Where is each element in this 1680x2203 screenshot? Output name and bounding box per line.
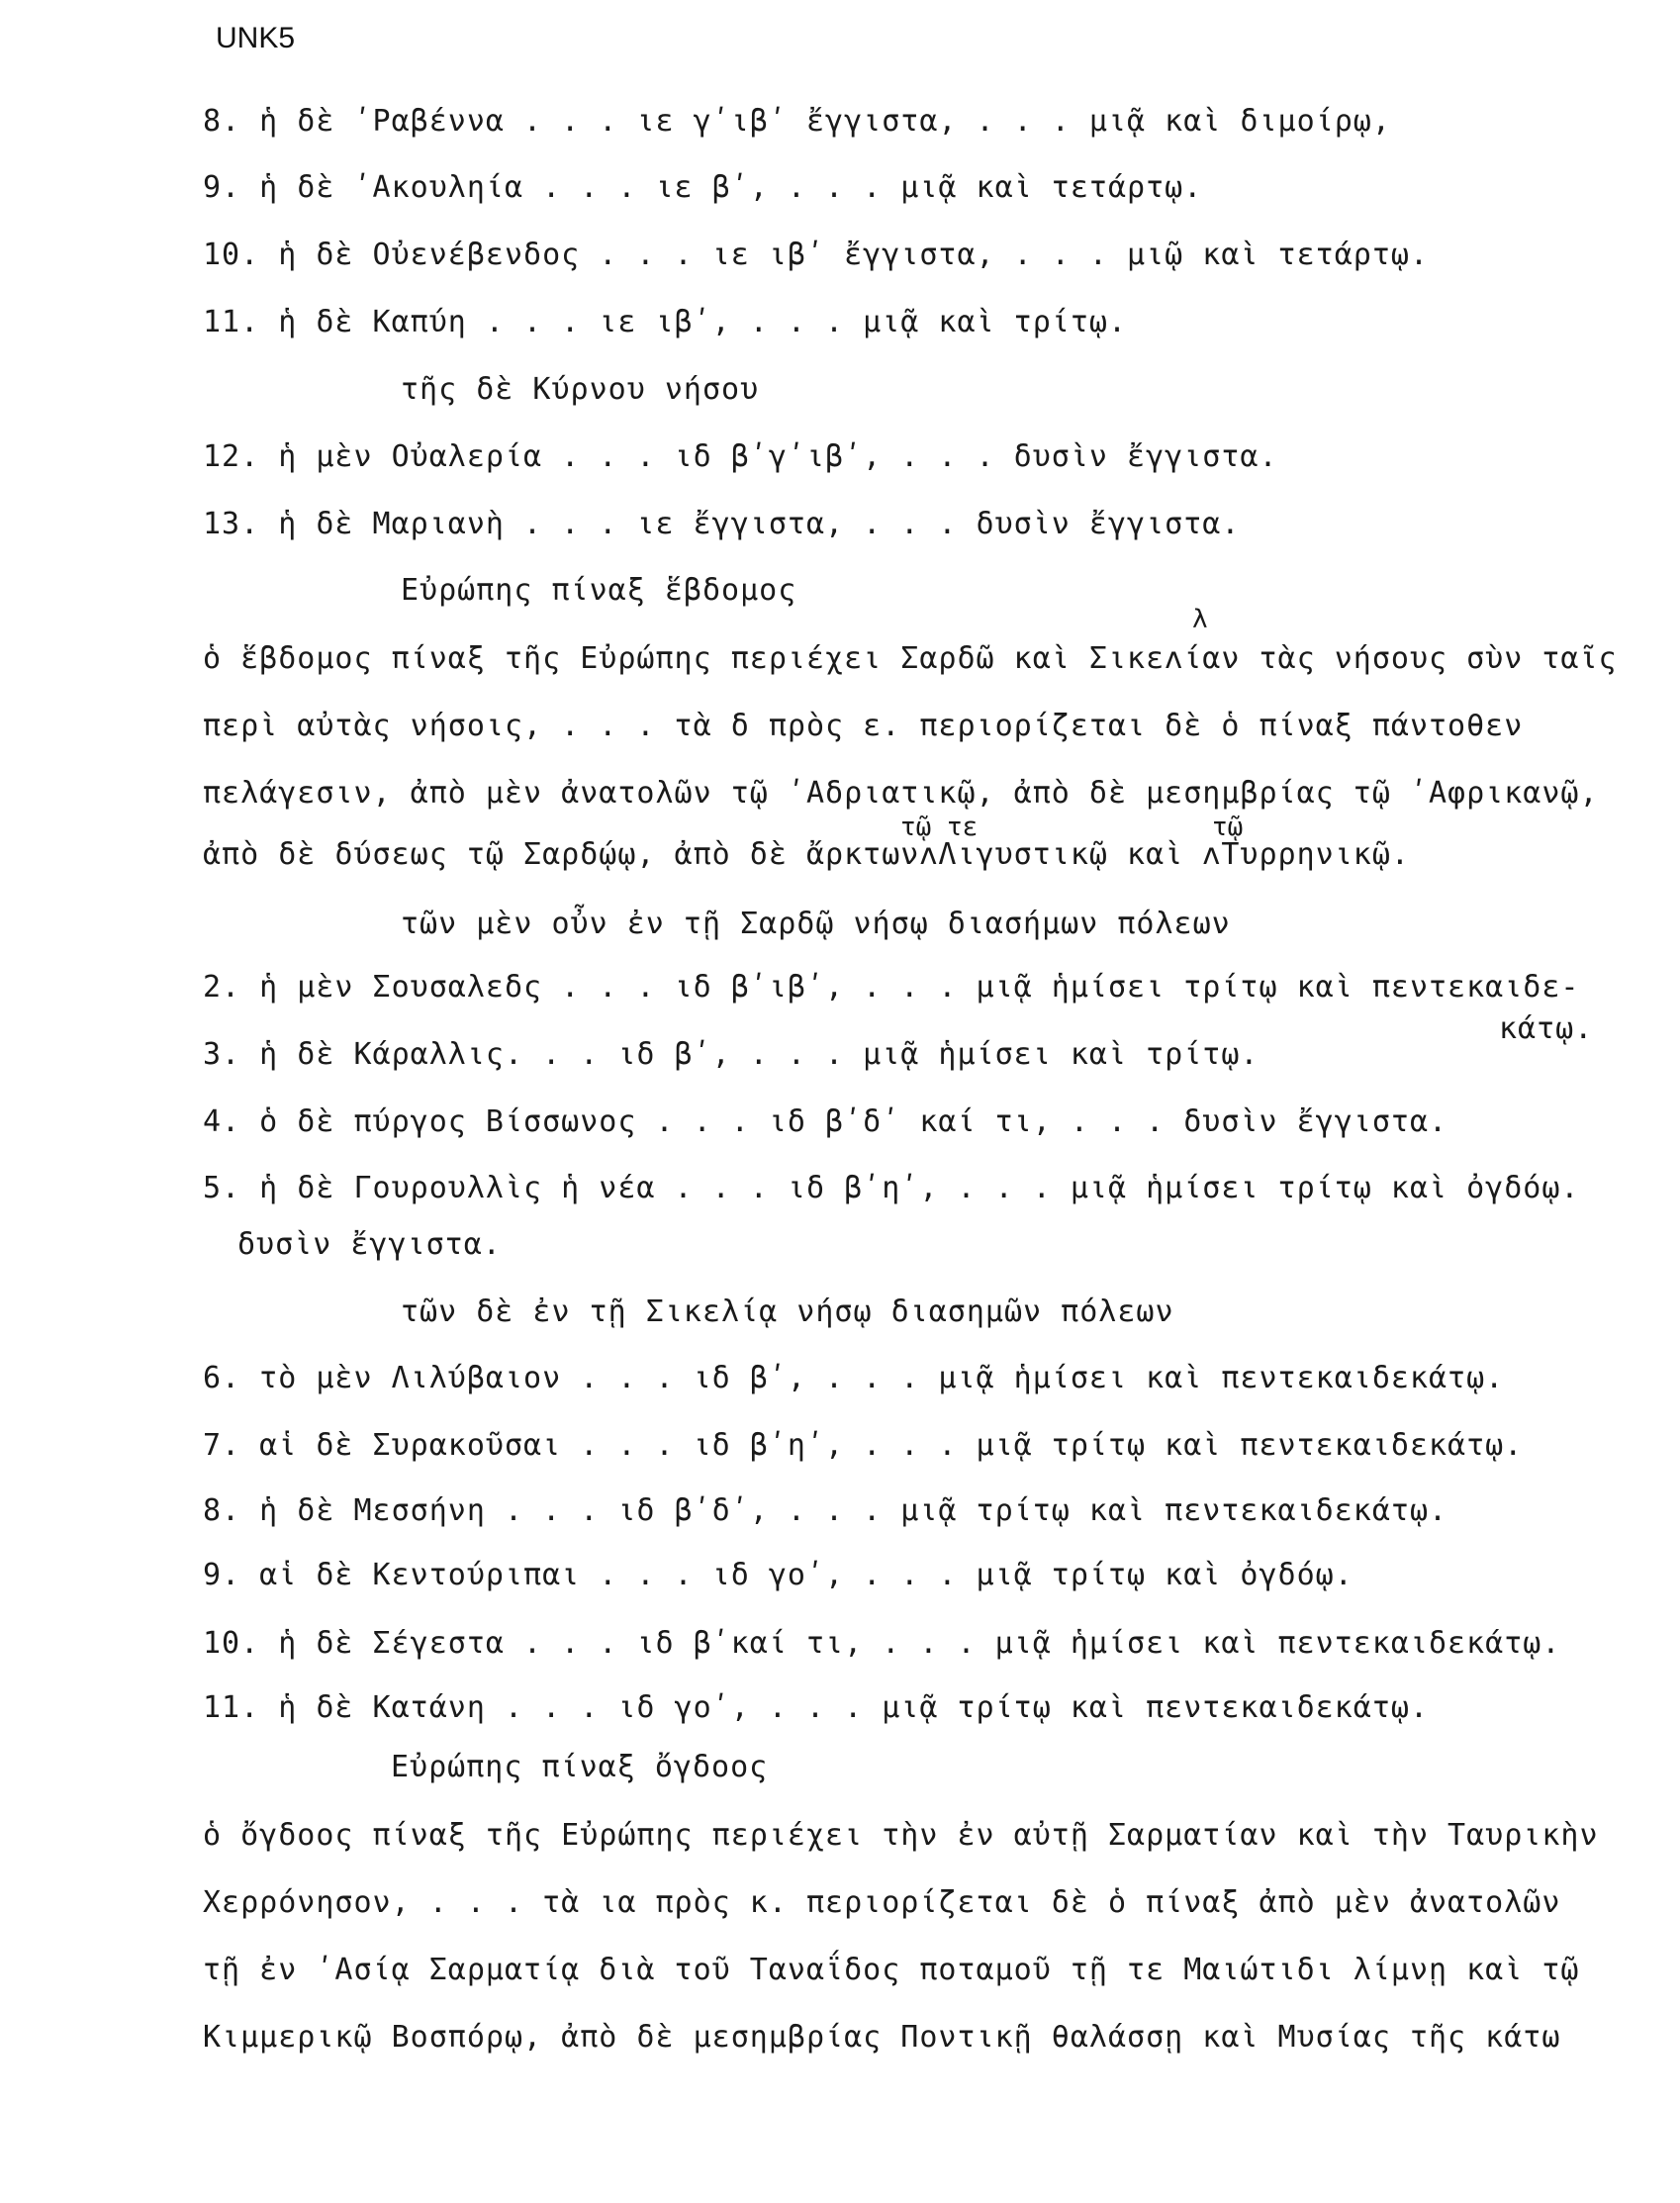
document-header-label: UNK5 <box>216 22 296 54</box>
heading-kyrnos-island: τῆς δὲ Κύρνου νήσου <box>401 372 760 407</box>
entry-sousaleds-continuation: κάτῳ. <box>1499 1011 1594 1046</box>
entry-valeria: 12. ἡ μὲν Οὐαλερία . . . ιδ βʹγʹιβʹ, . . . δυσὶν ἔγγιστα. <box>203 439 1278 474</box>
entry-beneventum: 10. ἡ δὲ Οὐενέβενδος . . . ιε ιβʹ ἔγγιστα, . . . μιῷ καὶ τετάρτῳ. <box>203 238 1429 272</box>
paragraph-table-7-line-3: πελάγεσιν, ἀπὸ μὲν ἀνατολῶν τῷ ʹΑδριατικῷ, ἀπὸ δὲ μεσημβρίας τῷ ʹΑφρικανῷ, <box>203 776 1599 811</box>
heading-sardinia-cities: τῶν μὲν οὖν ἐν τῇ Σαρδῷ νήσῳ διασήμων πόλεων <box>401 907 1231 941</box>
heading-europe-table-8: Εὐρώπης πίναξ ὄγδοος <box>391 1750 769 1784</box>
paragraph-table-7-line-1: ὁ ἕβδομος πίναξ τῆς Εὐρώπης περιέχει Σαρδῶ καὶ Σικεʌίαν τὰς νήσους σὺν ταῖς <box>203 641 1618 676</box>
entry-ravenna: 8. ἡ δὲ ʹΡαβέννα . . . ιε γʹιβʹ ἔγγιστα, . . . μιᾷ καὶ διμοίρῳ, <box>203 104 1391 139</box>
entry-gouroullis-continuation: δυσὶν ἔγγιστα. <box>237 1227 502 1262</box>
heading-sicily-cities: τῶν δὲ ἐν τῇ Σικελίᾳ νήσῳ διασημῶν πόλεων <box>401 1294 1174 1329</box>
insertion-to-te: τῷ τε <box>900 813 979 842</box>
paragraph-table-8-line-4: Κιμμερικῷ Βοσπόρῳ, ἀπὸ δὲ μεσημβρίας Ποντικῇ θαλάσσῃ καὶ Μυσίας τῆς κάτω <box>203 2020 1561 2055</box>
paragraph-table-7-line-4: ἀπὸ δὲ δύσεως τῷ Σαρδῴῳ, ἀπὸ δὲ ἄρκτωνʌΛιγυστικῷ καὶ ʌΤυρρηνικῷ. <box>203 837 1410 872</box>
paragraph-table-7-line-2: περὶ αὐτὰς νήσοις, . . . τὰ δ πρὸς ε. περιορίζεται δὲ ὁ πίναξ πάντοθεν <box>203 709 1524 743</box>
entry-kentouripai: 9. αἱ δὲ Κεντούριπαι . . . ιδ γοʹ, . . . μιᾷ τρίτῳ καὶ ὀγδόῳ. <box>203 1558 1353 1592</box>
entry-karallis: 3. ἡ δὲ Κάραλλις. . . ιδ βʹ, . . . μιᾷ ἡμίσει καὶ τρίτῳ. <box>203 1037 1260 1072</box>
paragraph-table-8-line-1: ὁ ὄγδοος πίναξ τῆς Εὐρώπης περιέχει τὴν ἐν αὐτῇ Σαρματίαν καὶ τὴν Ταυρικὴν <box>203 1818 1599 1853</box>
entry-katane: 11. ἡ δὲ Κατάνη . . . ιδ γοʹ, . . . μιᾷ τρίτῳ καὶ πεντεκαιδεκάτῳ. <box>203 1690 1429 1725</box>
entry-mariane: 13. ἡ δὲ Μαριανὴ . . . ιε ἔγγιστα, . . . δυσὶν ἔγγιστα. <box>203 507 1241 541</box>
entry-aquileia: 9. ἡ δὲ ʹΑκουληία . . . ιε βʹ, . . . μιᾷ καὶ τετάρτῳ. <box>203 170 1203 205</box>
paragraph-table-8-line-2: Χερρόνησον, . . . τὰ ια πρὸς κ. περιορίζεται δὲ ὁ πίναξ ἀπὸ μὲν ἀνατολῶν <box>203 1885 1561 1920</box>
insertion-to: τῷ <box>1212 813 1244 842</box>
entry-bissonos-tower: 4. ὁ δὲ πύργος Βίσσωνος . . . ιδ βʹδʹ καί τι, . . . δυσὶν ἔγγιστα. <box>203 1104 1448 1139</box>
insertion-lambda: λ <box>1192 605 1208 634</box>
heading-europe-table-7: Εὐρώπης πίναξ ἕβδομος <box>401 573 797 608</box>
paragraph-table-8-line-3: τῇ ἐν ʹΑσίᾳ Σαρματίᾳ διὰ τοῦ Ταναΐδος ποταμοῦ τῇ τε Μαιώτιδι λίμνῃ καὶ τῷ <box>203 1953 1580 1987</box>
entry-segesta: 10. ἡ δὲ Σέγεστα . . . ιδ βʹκαί τι, . . . μιᾷ ἡμίσει καὶ πεντεκαιδεκάτῳ. <box>203 1626 1561 1661</box>
entry-sousaleds: 2. ἡ μὲν Σουσαλεδς . . . ιδ βʹιβʹ, . . . μιᾷ ἡμίσει τρίτῳ καὶ πεντεκαιδε- <box>203 970 1580 1005</box>
entry-messene: 8. ἡ δὲ Μεσσήνη . . . ιδ βʹδʹ, . . . μιᾷ τρίτῳ καὶ πεντεκαιδεκάτῳ. <box>203 1493 1448 1528</box>
entry-syrakousai: 7. αἱ δὲ Συρακοῦσαι . . . ιδ βʹηʹ, . . . μιᾷ τρίτῳ καὶ πεντεκαιδεκάτῳ. <box>203 1428 1524 1463</box>
entry-lilybaion: 6. τὸ μὲν Λιλύβαιον . . . ιδ βʹ, . . . μιᾷ ἡμίσει καὶ πεντεκαιδεκάτῳ. <box>203 1361 1505 1395</box>
entry-gouroullis: 5. ἡ δὲ Γουρουλλὶς ἡ νέα . . . ιδ βʹηʹ, . . . μιᾷ ἡμίσει τρίτῳ καὶ ὀγδόῳ. <box>203 1171 1580 1205</box>
entry-capua: 11. ἡ δὲ Καπύη . . . ιε ιβʹ, . . . μιᾷ καὶ τρίτῳ. <box>203 305 1128 339</box>
